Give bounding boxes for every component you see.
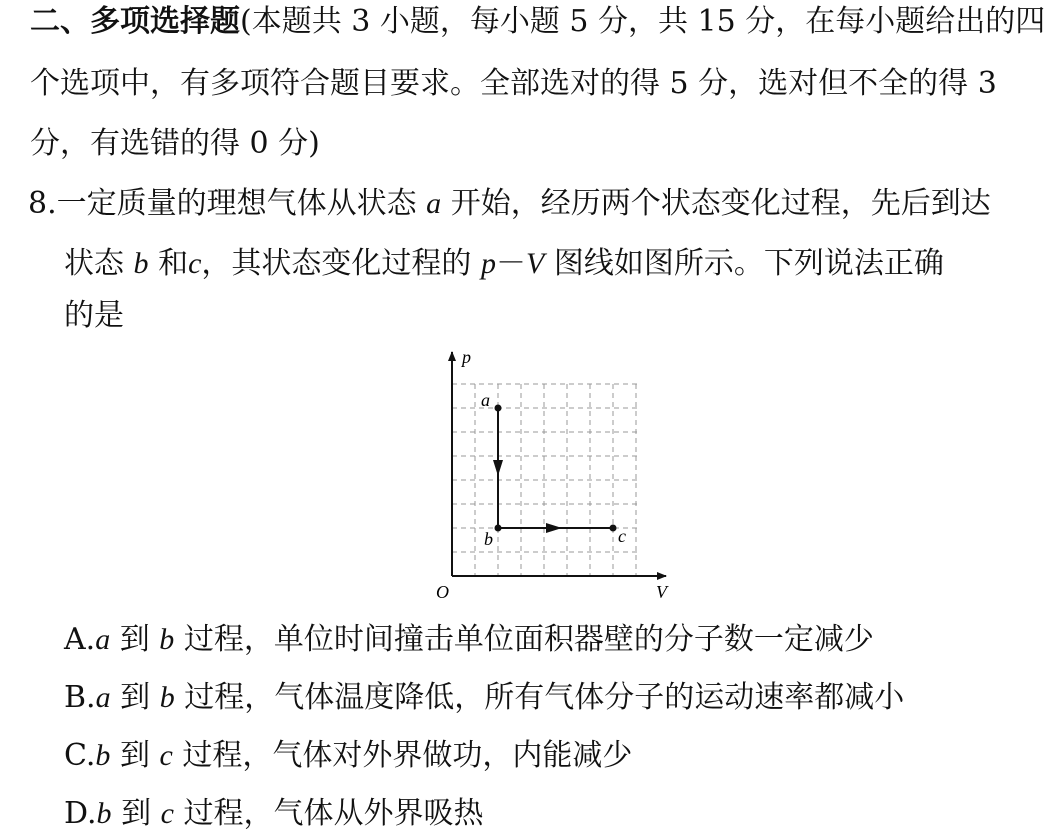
label-c: c — [618, 526, 626, 546]
section-description: (本题共 3 小题，每小题 5 分，共 15 分，在每小题给出的四 — [240, 4, 1046, 39]
option-var: a — [95, 681, 111, 714]
pv-diagram — [420, 340, 680, 610]
question-line1 — [28, 184, 991, 224]
section-description-line2: 个选项中，有多项符合题目要求。全部选对的得 5 分，选对但不全的得 3 — [30, 66, 997, 101]
point-a — [495, 405, 502, 412]
question-text: 和 — [158, 246, 189, 281]
var-c: c — [188, 247, 202, 280]
option-text: 到 — [119, 738, 150, 773]
question-number: 8. — [28, 186, 57, 221]
option-text: 过程，单位时间撞击单位面积器壁的分子数一定减少 — [183, 622, 874, 657]
label-a: a — [481, 390, 490, 410]
arrow-right — [546, 523, 562, 533]
option-text: 过程，气体从外界吸热 — [183, 796, 484, 831]
option-letter: A. — [64, 622, 96, 657]
option-var: a — [95, 623, 111, 656]
section-heading: 二、多项选择题 — [30, 4, 240, 39]
option-var: b — [159, 623, 175, 656]
option-c — [64, 736, 632, 776]
option-text: 到 — [119, 622, 150, 657]
option-a — [64, 620, 874, 660]
option-var: c — [160, 797, 174, 830]
option-text: 过程，气体温度降低，所有气体分子的运动速率都减小 — [184, 680, 905, 715]
question-text: 一定质量的理想气体从状态 — [56, 186, 417, 221]
option-letter: B. — [64, 680, 96, 715]
question-text: 图线如图所示。下列说法正确 — [553, 246, 944, 281]
option-var: b — [95, 739, 111, 772]
question-text: 开始，经历两个状态变化过程，先后到达 — [450, 186, 991, 221]
var-V: V — [525, 247, 545, 280]
origin-label: O — [436, 582, 449, 602]
option-letter: C. — [64, 738, 96, 773]
arrow-down — [493, 460, 503, 476]
option-var: c — [159, 739, 173, 772]
dash: － — [495, 246, 526, 281]
point-b — [495, 525, 502, 532]
grid — [452, 384, 637, 576]
axis-label-V: V — [656, 582, 667, 602]
axis-label-p: p — [462, 347, 471, 367]
var-a: a — [426, 187, 442, 220]
option-var: b — [159, 681, 175, 714]
option-text: 过程，气体对外界做功，内能减少 — [182, 738, 633, 773]
option-d — [64, 794, 484, 834]
option-b — [64, 678, 904, 718]
point-c — [610, 525, 617, 532]
option-letter: D. — [64, 796, 97, 831]
var-b: b — [133, 247, 149, 280]
section-heading-line — [30, 2, 1045, 42]
question-line3: 的是 — [64, 298, 124, 333]
option-var: b — [96, 797, 112, 830]
label-b: b — [484, 529, 493, 549]
var-p: p — [480, 247, 496, 280]
question-line2 — [64, 244, 944, 284]
section-description-line3: 分，有选错的得 0 分) — [30, 126, 320, 161]
option-text: 到 — [120, 680, 151, 715]
question-text: ，其状态变化过程的 — [201, 246, 472, 281]
question-text: 状态 — [64, 246, 124, 281]
option-text: 到 — [121, 796, 152, 831]
